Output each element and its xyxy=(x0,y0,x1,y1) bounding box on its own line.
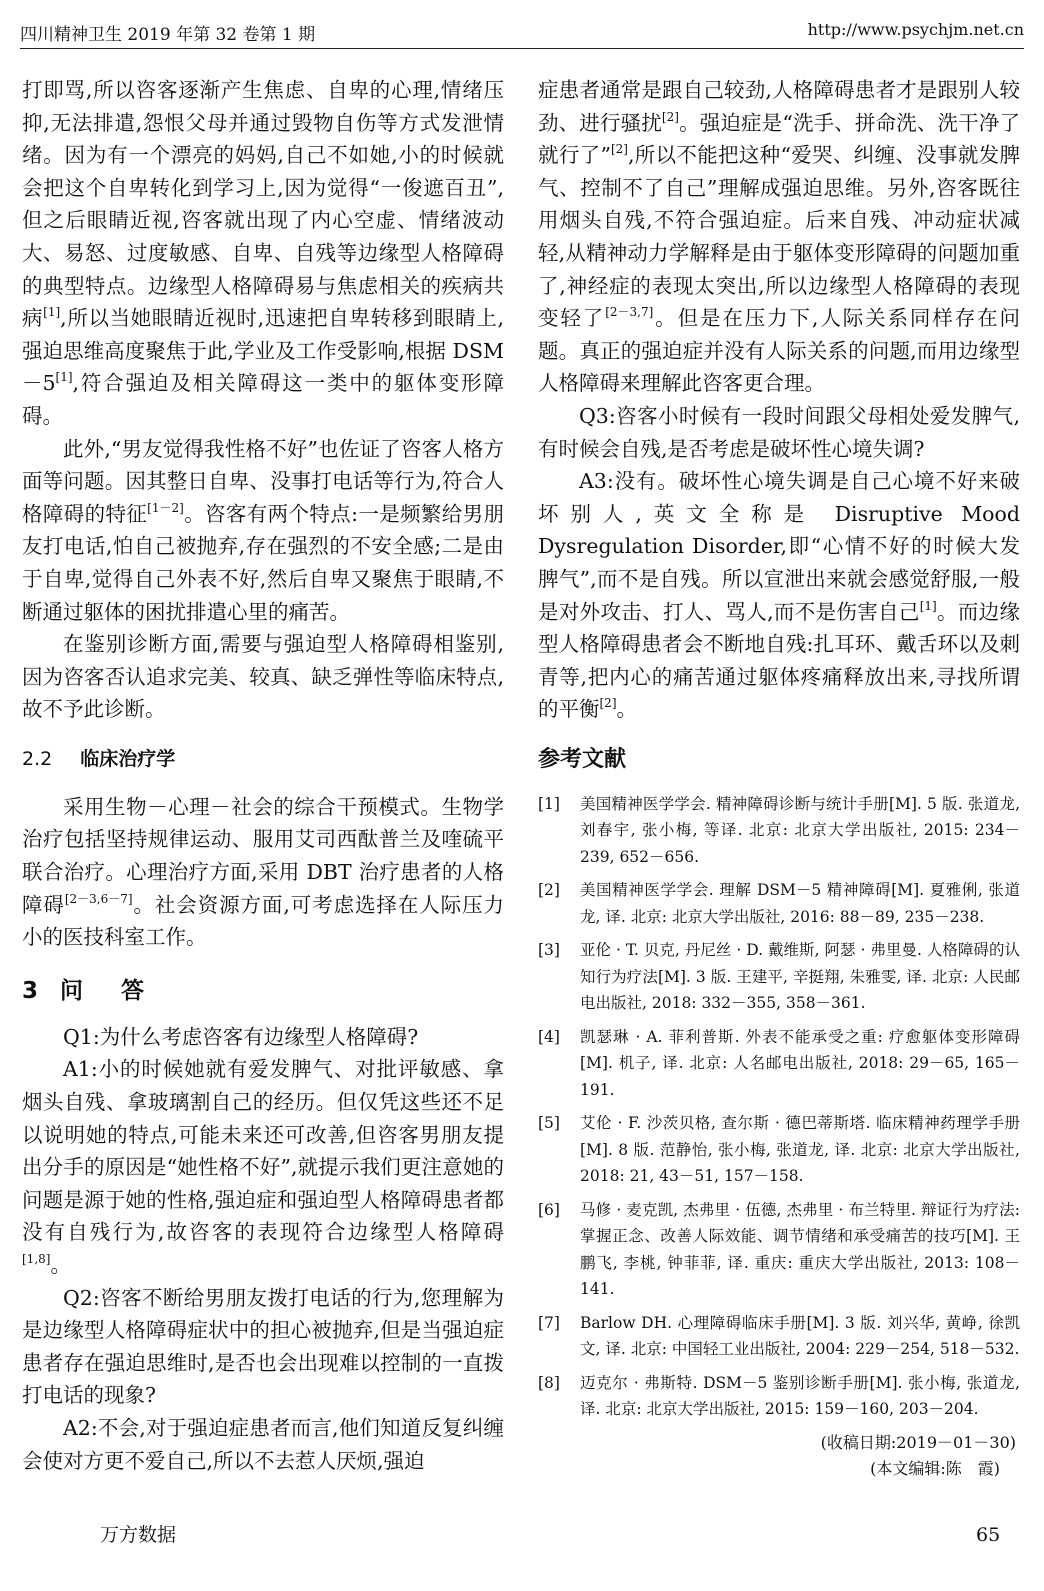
citation[interactable]: [2] xyxy=(661,109,679,124)
reference-item xyxy=(538,1024,1020,1104)
paragraph: 打即骂,所以咨客逐渐产生焦虑、自卑的心理,情绪压抑,无法排遣,怨恨父母并通过毁物自伤等方式发泄情绪。因为有一个漂亮的妈妈,自己不如她,小的时候就会把这个自卑转化到学习上,因为觉得“一俊遮百丑”,但之后眼睛近视,咨客就出现了内心空虚、情绪波动大、易怒、过度敏感、自卑、自残等边缘型人格障碍的典型特点。边缘型人格障碍易与焦虑相关的疾病共病[1],所以当她眼睛近视时,迅速把自卑转移到眼睛上,强迫思维高度聚焦于此,学业及工作受影响,根据 DSM－5[1],符合强迫及相关障碍这一类中的躯体变形障碍。 xyxy=(22,78,504,428)
page-number: 65 xyxy=(976,1524,1001,1546)
reference-number: [2] xyxy=(538,881,560,900)
paragraph: 在鉴别诊断方面,需要与强迫型人格障碍相鉴别,因为咨客否认追求完美、较真、缺乏弹性等临床特点,故不予此诊断。 xyxy=(22,632,504,722)
journal-url[interactable]: http://www.psychjm.net.cn xyxy=(807,20,1024,39)
left-column xyxy=(22,74,504,1477)
reference-text: 美国精神医学学会. 精神障碍诊断与统计手册[M]. 5 版. 张道龙, 刘春宇, 张小梅, 等译. 北京: 北京大学出版社, 2015: 234－239, 652－656. xyxy=(580,794,1020,866)
reference-number: [1] xyxy=(538,794,560,813)
reference-text: 亚伦 · T. 贝克, 丹尼丝 · D. 戴维斯, 阿瑟 · 弗里曼. 人格障碍的认知行为疗法[M]. 3 版. 王建平, 辛挺翔, 朱雅雯, 译. 北京: 人民邮电出版社, 2018: 332－355, 358－361. xyxy=(580,941,1020,1013)
reference-text: 美国精神医学学会. 理解 DSM－5 精神障碍[M]. 夏雅俐, 张道龙, 译. 北京: 北京大学出版社, 2016: 88－89, 235－238. xyxy=(580,881,1020,926)
reference-number: [3] xyxy=(538,941,560,960)
citation[interactable]: [1] xyxy=(55,370,73,385)
paragraph: 症患者通常是跟自己较劲,人格障碍患者才是跟别人较劲、进行骚扰[2]。强迫症是“洗手、拼命洗、洗干净了就行了”[2],所以不能把这种“爱哭、纠缠、没事就发脾气、控制不了自己”理解成强迫思维。另外,咨客既往用烟头自残,不符合强迫症。后来自残、冲动症状减轻,从精神动力学解释是由于躯体变形障碍的问题加重了,神经症的表现太突出,所以边缘型人格障碍的表现变轻了[2－3,7]。但是在压力下,人际关系同样存在问题。真正的强迫症并没有人际关系的问题,而用边缘型人格障碍来理解此咨客更合理。 xyxy=(538,78,1021,396)
citation[interactable]: [2] xyxy=(610,142,628,157)
citation[interactable]: [2－3,6－7] xyxy=(64,891,133,906)
reference-number: [4] xyxy=(538,1027,560,1046)
paragraph: 采用生物－心理－社会的综合干预模式。生物学治疗包括坚持规律运动、服用艾司西酞普兰及喹硫平联合治疗。心理治疗方面,采用 DBT 治疗患者的人格障碍[2－3,6－7]。社会资源方面,可考虑选择在人际压力小的医技科室工作。 xyxy=(22,794,505,950)
reference-list xyxy=(538,791,1020,1423)
reference-number: [7] xyxy=(538,1313,560,1332)
reference-text: 艾伦 · F. 沙茨贝格, 查尔斯 · 德巴蒂斯塔. 临床精神药理学手册[M]. 8 版. 范静怡, 张小梅, 张道龙, 译. 北京: 北京大学出版社, 2018: 21, 43－51, 157－158. xyxy=(580,1114,1020,1186)
reference-item xyxy=(538,1370,1020,1423)
reference-item xyxy=(538,1310,1020,1363)
reference-item xyxy=(538,1197,1020,1303)
reference-number: [5] xyxy=(538,1114,560,1133)
answer: A1:小的时候她就有爱发脾气、对批评敏感、拿烟头自残、拿玻璃割自己的经历。但仅凭这些还不足以说明她的特点,可能未来还可改善,但咨客男朋友提出分手的原因是“她性格不好”,就提示我们更注意她的问题是源于她的性格,强迫症和强迫型人格障碍患者都没有自残行为,故咨客的表现符合边缘型人格障碍[1,8]。 xyxy=(22,1057,504,1277)
reference-item xyxy=(538,877,1020,930)
reference-text: 马修 · 麦克凯, 杰弗里 · 伍德, 杰弗里 · 布兰特里. 辩证行为疗法: 掌握正念、改善人际效能、调节情绪和承受痛苦的技巧[M]. 王鹏飞, 李桃, 钟菲菲, 译. 重庆: 重庆大学出版社, 2013: 108－141. xyxy=(580,1200,1020,1299)
references-heading: 参考文献 xyxy=(538,746,627,772)
citation[interactable]: [1－2] xyxy=(147,500,184,515)
reference-item xyxy=(538,1110,1020,1190)
paragraph: 此外,“男友觉得我性格不好”也佐证了咨客人格方面等问题。因其整日自卑、没事打电话等行为,符合人格障碍的特征[1－2]。咨客有两个特点:一是频繁给男朋友打电话,怕自己被抛弃,存在强烈的不安全感;二是由于自卑,觉得自己外表不好,然后自卑又聚焦于眼睛,不断通过躯体的困扰排遣心里的痛苦。 xyxy=(22,436,505,624)
question: Q2:咨客不断给男朋友拨打电话的行为,您理解为是边缘型人格障碍症状中的担心被抛弃,但是当强迫症患者存在强迫思维时,是否也会出现难以控制的一直拨打电话的现象? xyxy=(22,1285,504,1408)
answer: A2:不会,对于强迫症患者而言,他们知道反复纠缠会使对方更不爱自己,所以不去惹人厌烦,强迫 xyxy=(22,1415,504,1473)
citation[interactable]: [2] xyxy=(599,696,617,711)
reference-text: 迈克尔 · 弗斯特. DSM－5 鉴别诊断手册[M]. 张小梅, 张道龙, 译. 北京: 北京大学出版社, 2015: 159－160, 203－204. xyxy=(580,1373,1020,1419)
answer: A3:没有。破坏性心境失调是自己心境不好来破坏别人,英文全称是 Disruptive Mood Dysregulation Disorder,即“心情不好的时候大发脾气”,而不是自残。所以宣泄出来就会感觉舒服,一般是对外攻击、打人、骂人,而不是伤害自己[1]。而边缘型人格障碍患者会不断地自残:扎耳环、戴舌环以及刺青等,把内心的痛苦通过躯体疼痛释放出来,寻找所谓的平衡[2]。 xyxy=(538,469,1021,722)
editor-note: (本文编辑:陈 霞) xyxy=(870,1458,1000,1478)
journal-issue: 四川精神卫生 2019 年第 32 卷第 1 期 xyxy=(20,25,316,45)
question: Q1:为什么考虑咨客有边缘型人格障碍? xyxy=(63,1024,419,1049)
running-header xyxy=(20,18,1024,49)
reference-text: Barlow DH. 心理障碍临床手册[M]. 3 版. 刘兴华, 黄峥, 徐凯文, 译. 北京: 中国轻工业出版社, 2004: 229－254, 518－532. xyxy=(580,1313,1020,1359)
received-date: (收稿日期:2019－01－30) xyxy=(820,1432,1016,1452)
reference-text: 凯瑟琳 · A. 菲利普斯. 外表不能承受之重: 疗愈躯体变形障碍[M]. 机子, 译. 北京: 人名邮电出版社, 2018: 29－65, 165－191. xyxy=(580,1027,1020,1099)
citation[interactable]: [1,8] xyxy=(22,1252,51,1266)
reference-item xyxy=(538,791,1020,871)
wanfang-logo: 万方数据 xyxy=(100,1524,177,1546)
section-heading-2-2: 2.2 临床治疗学 xyxy=(22,747,176,770)
reference-number: [8] xyxy=(538,1373,560,1392)
citation[interactable]: [2－3,7] xyxy=(605,305,654,320)
right-column xyxy=(538,74,1020,1482)
reference-item xyxy=(538,937,1020,1017)
reference-number: [6] xyxy=(538,1200,560,1219)
section-heading-3: 3 问答 xyxy=(22,977,183,1004)
citation[interactable]: [1] xyxy=(919,598,937,613)
question: Q3:咨客小时候有一段时间跟父母相处爱发脾气,有时候会自残,是否考虑是破坏性心境失调? xyxy=(538,403,1020,461)
citation[interactable]: [1] xyxy=(43,305,61,320)
